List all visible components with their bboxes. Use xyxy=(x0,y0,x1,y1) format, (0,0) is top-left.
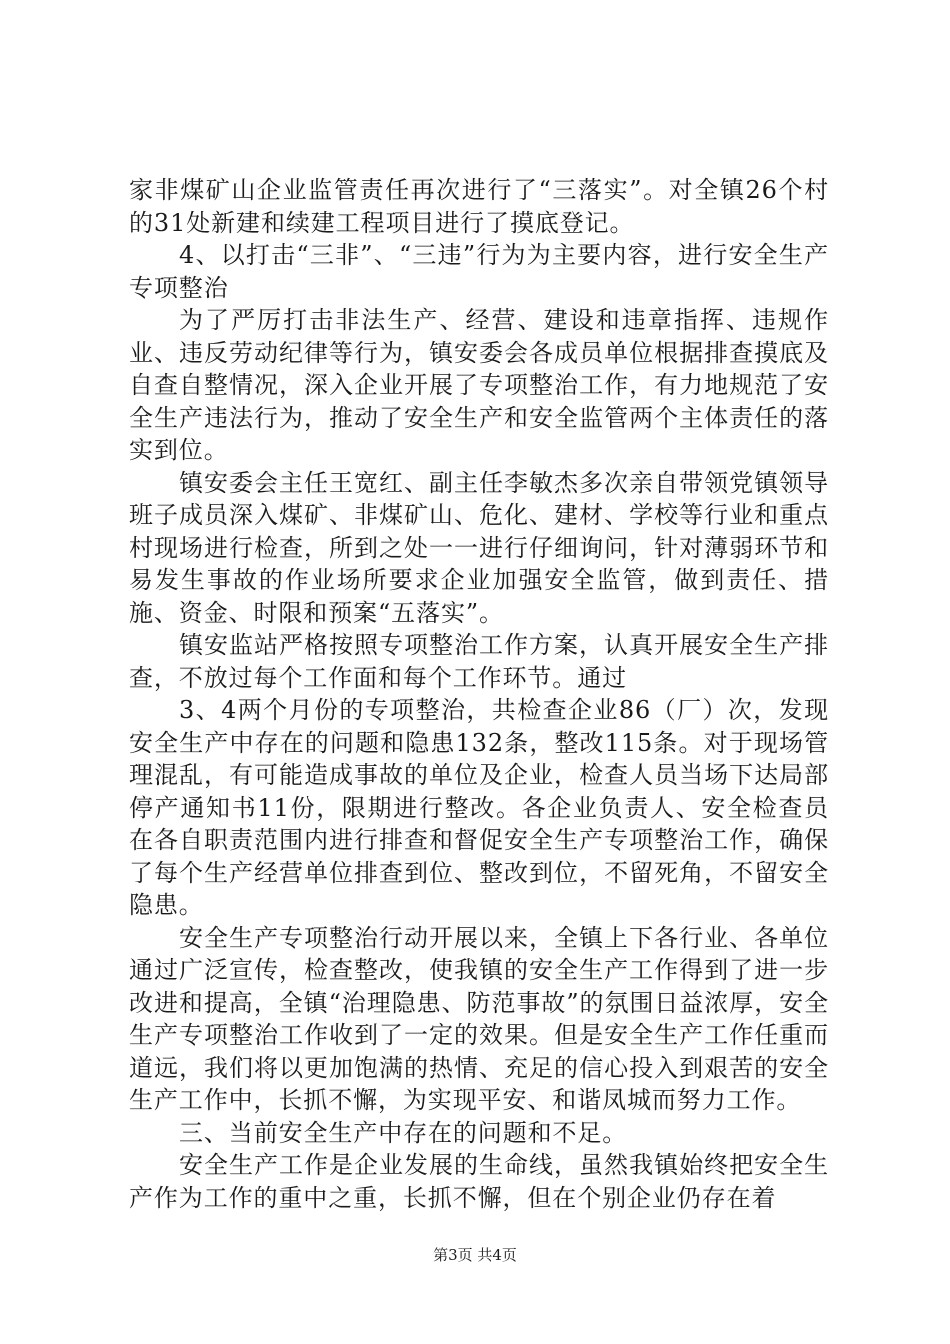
document-body xyxy=(129,174,829,1214)
section-heading-3: 三、当前安全生产中存在的问题和不足。 xyxy=(179,1118,628,1147)
paragraph: 镇安监站严格按照专项整治工作方案，认真开展安全生产排查，不放过每个工作面和每个工作环节。通过 xyxy=(129,631,829,692)
paragraph: 镇安委会主任王宽红、副主任李敏杰多次亲自带领党镇领导班子成员深入煤矿、非煤矿山、危化、建材、学校等行业和重点村现场进行检查，所到之处一一进行仔细询问，针对薄弱环节和易发生事故的作业场所要求企业加强安全监管，做到责任、措施、资金、时限和预案“五落实”。 xyxy=(129,468,829,627)
paragraph: 安全生产工作是企业发展的生命线，虽然我镇始终把安全生产作为工作的重中之重，长抓不懈，但在个别企业仍存在着 xyxy=(129,1151,829,1212)
paragraph: 3、4两个月份的专项整治，共检查企业86（厂）次，发现安全生产中存在的问题和隐患132条，整改115条。对于现场管理混乱，有可能造成事故的单位及企业，检查人员当场下达局部停产通知书11份，限期进行整改。各企业负责人、安全检查员在各自职责范围内进行排查和督促安全生产专项整治工作，确保了每个生产经营单位排查到位、整改到位，不留死角，不留安全隐患。 xyxy=(129,696,829,919)
page-number-footer: 第3页 共4页 xyxy=(433,1246,517,1264)
section-heading-4: 4、以打击“三非”、“三违”行为为主要内容，进行安全生产专项整治 xyxy=(129,241,829,302)
paragraph: 安全生产专项整治行动开展以来，全镇上下各行业、各单位通过广泛宣传，检查整改，使我镇的安全生产工作得到了进一步改进和提高，全镇“治理隐患、防范事故”的氛围日益浓厚，安全生产专项整治工作收到了一定的效果。但是安全生产工作任重而道远，我们将以更加饱满的热情、充足的信心投入到艰苦的安全生产工作中，长抓不懈，为实现平安、和谐凤城而努力工作。 xyxy=(129,923,829,1114)
paragraph: 为了严厉打击非法生产、经营、建设和违章指挥、违规作业、违反劳动纪律等行为，镇安委会各成员单位根据排查摸底及自查自整情况，深入企业开展了专项整治工作，有力地规范了安全生产违法行为，推动了安全生产和安全监管两个主体责任的落实到位。 xyxy=(129,306,829,464)
paragraph-continuation: 家非煤矿山企业监管责任再次进行了“三落实”。对全镇26个村的31处新建和续建工程项目进行了摸底登记。 xyxy=(129,176,829,237)
